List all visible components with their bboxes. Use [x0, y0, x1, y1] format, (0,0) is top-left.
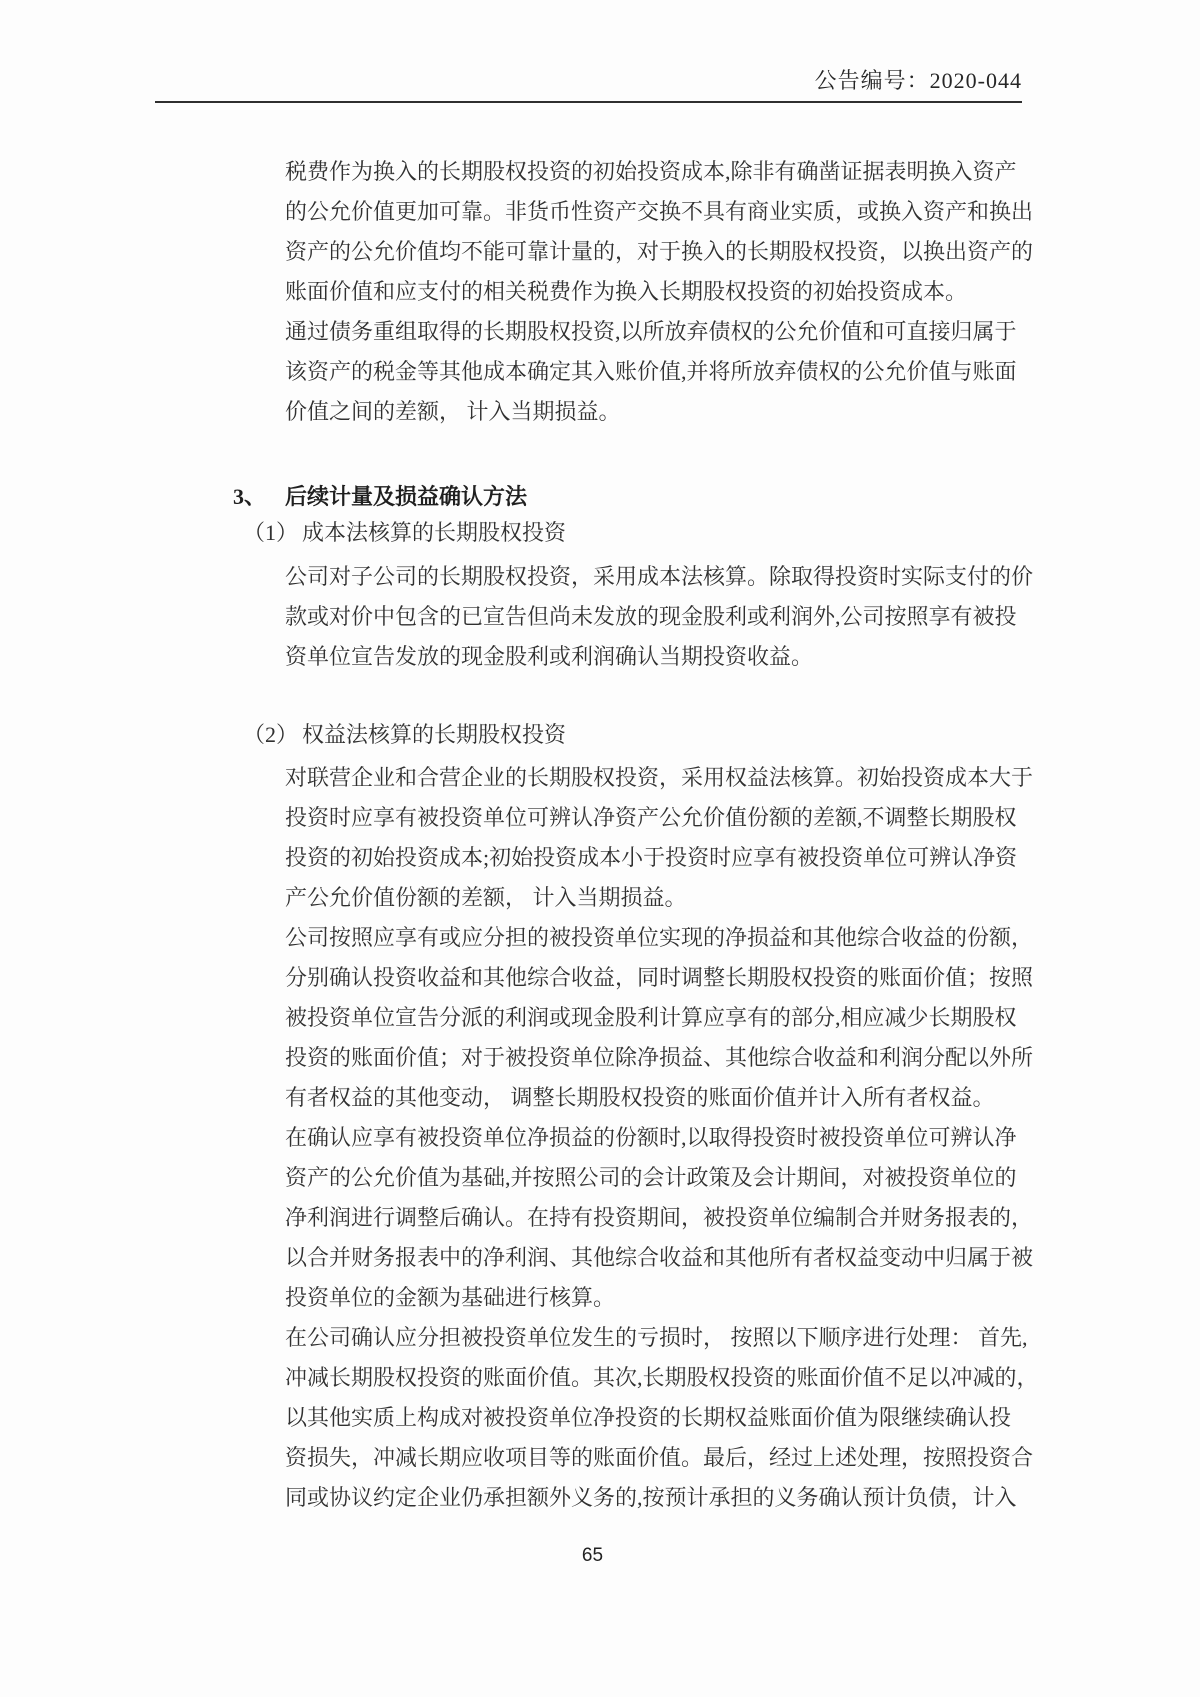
- text-line: 投资单位的金额为基础进行核算。: [285, 1285, 616, 1310]
- text-line: 通过债务重组取得的长期股权投资,以所放弃债权的公允价值和可直接归属于: [285, 319, 1017, 344]
- subsection-2-text: 权益法核算的长期股权投资: [302, 722, 567, 747]
- announcement-number: 公告编号：2020-044: [814, 68, 1022, 93]
- paragraph-cost-method: [285, 557, 1033, 677]
- subsection-2-title: [243, 715, 566, 755]
- text-line: 款或对价中包含的已宣告但尚未发放的现金股利或利润外,公司按照享有被投: [285, 604, 1017, 629]
- section-number: 3、: [233, 484, 267, 509]
- subsection-1-text: 成本法核算的长期股权投资: [302, 520, 567, 545]
- text-line: 分别确认投资收益和其他综合收益，同时调整长期股权投资的账面价值；按照: [285, 965, 1034, 990]
- text-line: 价值之间的差额， 计入当期损益。: [285, 399, 621, 424]
- text-line: 资产的公允价值均不能可靠计量的，对于换入的长期股权投资，以换出资产的: [285, 239, 1034, 264]
- section-title: 后续计量及损益确认方法: [285, 484, 528, 509]
- text-line: 产公允价值份额的差额， 计入当期损益。: [285, 885, 687, 910]
- paragraph-initial-cost: [285, 152, 1033, 432]
- text-line: 公司对子公司的长期股权投资，采用成本法核算。除取得投资时实际支付的价: [285, 564, 1034, 589]
- text-line: 的公允价值更加可靠。非货币性资产交换不具有商业实质，或换入资产和换出: [285, 199, 1034, 224]
- text-line: 投资的初始投资成本;初始投资成本小于投资时应享有被投资单位可辨认净资: [285, 845, 1018, 870]
- text-line: 以其他实质上构成对被投资单位净投资的长期权益账面价值为限继续确认投: [285, 1405, 1012, 1430]
- text-line: 被投资单位宣告分派的利润或现金股利计算应享有的部分,相应减少长期股权: [285, 1005, 1017, 1030]
- text-line: 税费作为换入的长期股权投资的初始投资成本,除非有确凿证据表明换入资产: [285, 159, 1017, 184]
- text-line: 账面价值和应支付的相关税费作为换入长期股权投资的初始投资成本。: [285, 279, 968, 304]
- text-line: 资产的公允价值为基础,并按照公司的会计政策及会计期间，对被投资单位的: [285, 1165, 1017, 1190]
- text-line: 对联营企业和合营企业的长期股权投资，采用权益法核算。初始投资成本大于: [285, 765, 1034, 790]
- text-line: 资单位宣告发放的现金股利或利润确认当期投资收益。: [285, 644, 814, 669]
- subsection-2-label: （2）: [243, 722, 299, 747]
- text-line: 以合并财务报表中的净利润、其他综合收益和其他所有者权益变动中归属于被: [285, 1245, 1034, 1270]
- paragraph-equity-method: [285, 758, 1039, 1518]
- text-line: 冲减长期股权投资的账面价值。其次,长期股权投资的账面价值不足以冲减的，: [285, 1365, 1039, 1390]
- text-line: 公司按照应享有或应分担的被投资单位实现的净损益和其他综合收益的份额，: [285, 925, 1034, 950]
- subsection-1-title: [243, 513, 566, 553]
- text-line: 该资产的税金等其他成本确定其入账价值,并将所放弃债权的公允价值与账面: [285, 359, 1017, 384]
- text-line: 有者权益的其他变动， 调整长期股权投资的账面价值并计入所有者权益。: [285, 1085, 995, 1110]
- text-line: 资损失，冲减长期应收项目等的账面价值。最后，经过上述处理，按照投资合: [285, 1445, 1034, 1470]
- header-divider: [155, 101, 1022, 103]
- text-line: 在公司确认应分担被投资单位发生的亏损时， 按照以下顺序进行处理： 首先,: [285, 1325, 1028, 1350]
- subsection-1-label: （1）: [243, 520, 299, 545]
- text-line: 同或协议约定企业仍承担额外义务的,按预计承担的义务确认预计负债，计入: [285, 1485, 1017, 1510]
- text-line: 净利润进行调整后确认。在持有投资期间，被投资单位编制合并财务报表的，: [285, 1205, 1034, 1230]
- text-line: 投资的账面价值；对于被投资单位除净损益、其他综合收益和利润分配以外所: [285, 1045, 1034, 1070]
- text-line: 投资时应享有被投资单位可辨认净资产公允价值份额的差额,不调整长期股权: [285, 805, 1017, 830]
- text-line: 在确认应享有被投资单位净损益的份额时,以取得投资时被投资单位可辨认净: [285, 1125, 1017, 1150]
- page-number: 65: [581, 1545, 604, 1566]
- section-heading-3: [233, 477, 527, 517]
